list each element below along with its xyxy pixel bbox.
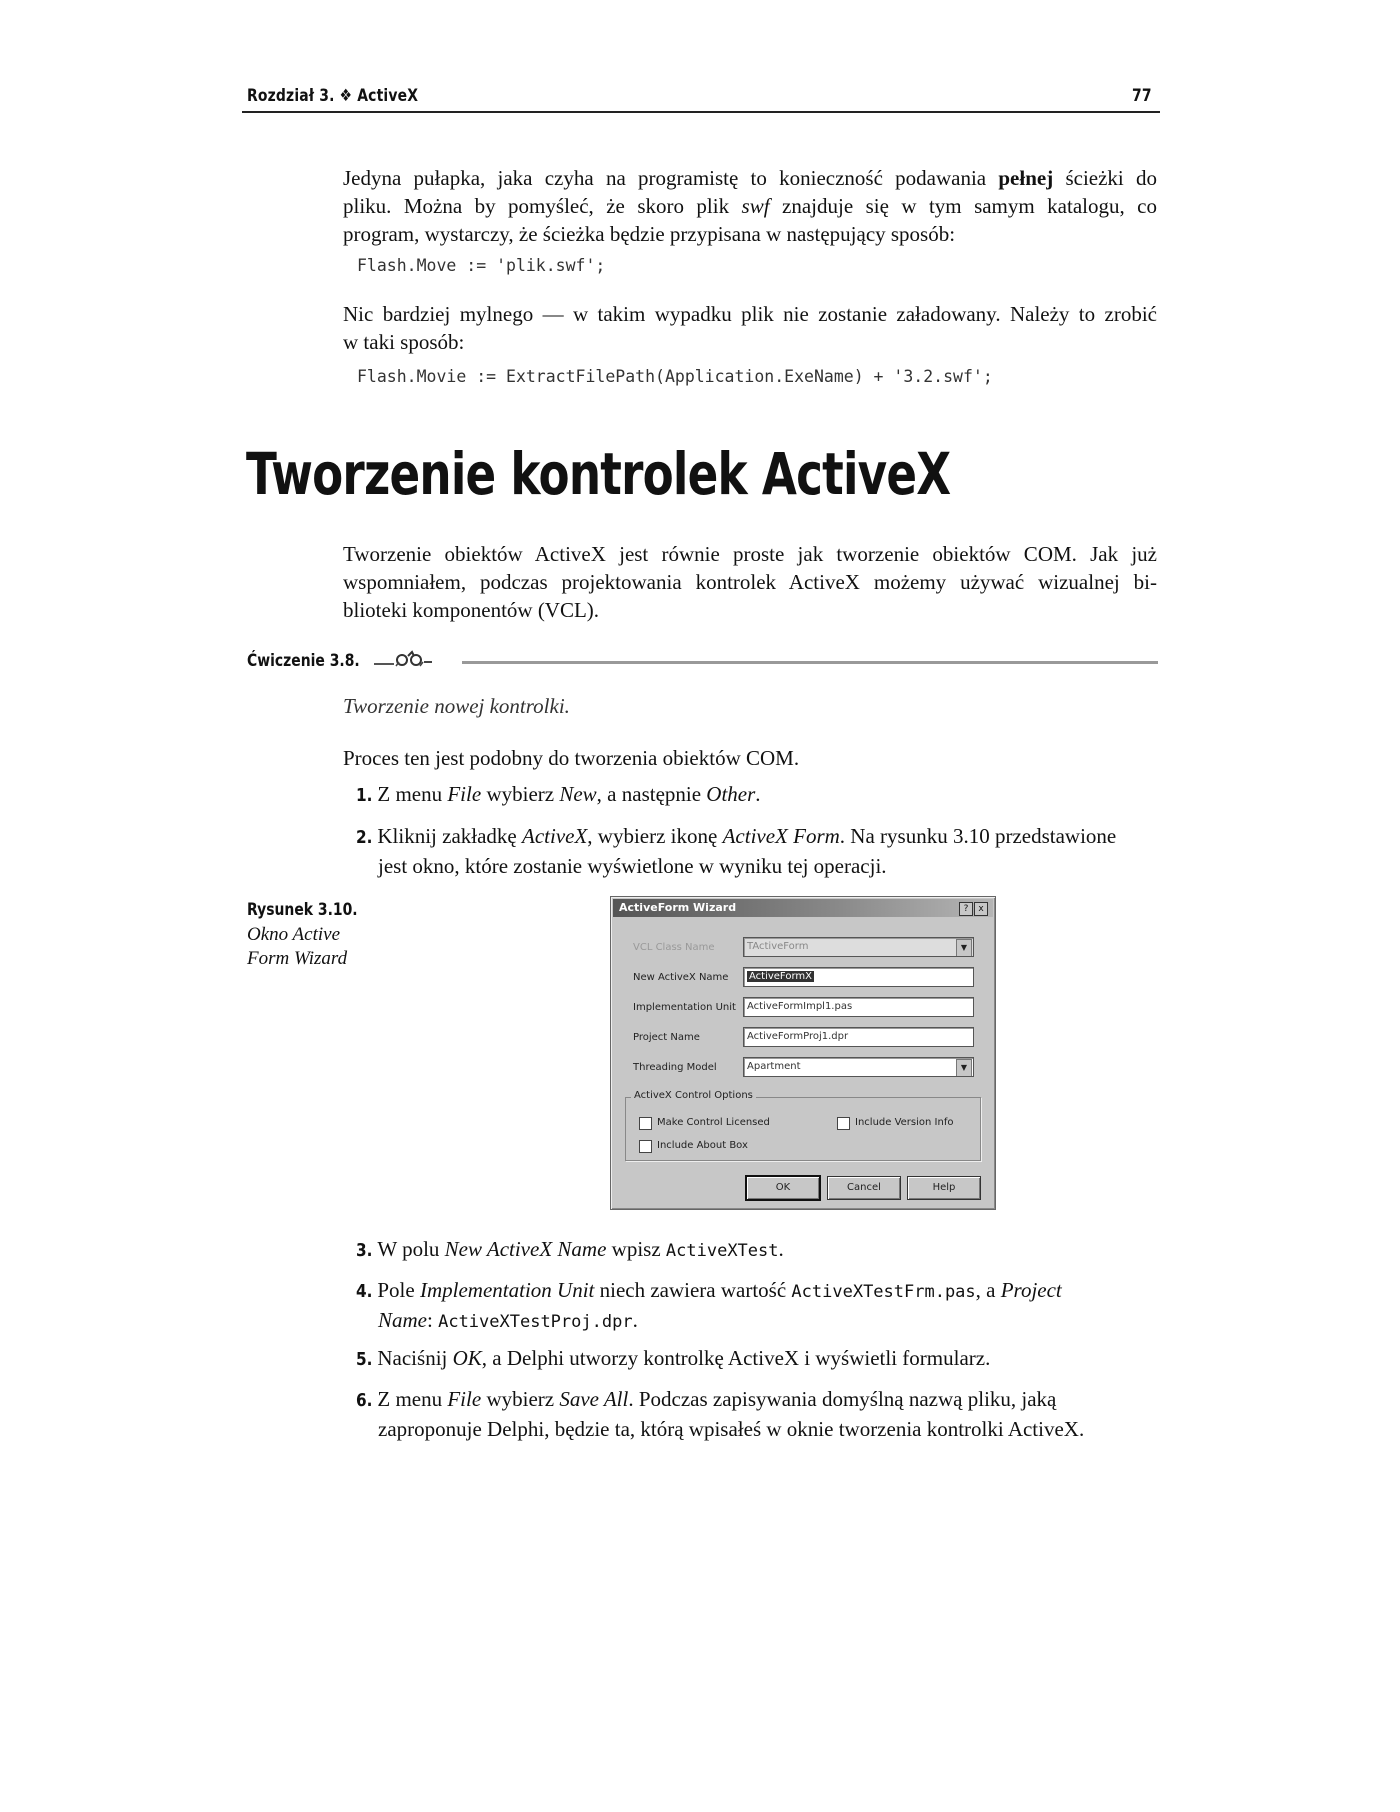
step-3: 3. W polu New ActiveX Name wpisz ActiveXTest.: [356, 1237, 784, 1261]
exercise-rule: [462, 661, 1158, 664]
page-number: 77: [1132, 86, 1152, 106]
figure-caption: Okno Active Form Wizard: [247, 924, 348, 969]
activex-options-group: [625, 1097, 981, 1161]
intro-paragraph-1: Jedyna pułapka, jaka czyha na programistę to konieczność podawania pełnej ścieżki do pliku. Można by pomyśleć, że skoro plik swf znajduje się w tym samym katalogu, co program, wystarczy, że ścieżka będzie przypisana w następujący sposób:: [343, 166, 1157, 246]
new-activex-name-input[interactable]: ActiveFormX: [743, 967, 974, 987]
activeform-wizard-dialog: [610, 896, 996, 1210]
section-paragraph: Tworzenie obiektów ActiveX jest równie proste jak tworzenie obiektów COM. Jak już wspomniałem, podczas projektowania kontrolek ActiveX możemy używać wizualnej bi- blioteki komponentów (VCL).: [343, 542, 1157, 622]
dialog-close-button[interactable]: x: [974, 902, 988, 916]
implementation-unit-label: Implementation Unit: [633, 1002, 736, 1013]
exercise-title: Tworzenie nowej kontrolki.: [343, 694, 570, 718]
section-heading: Tworzenie kontrolek ActiveX: [246, 440, 951, 508]
threading-model-select[interactable]: Apartment ▼: [743, 1057, 974, 1077]
step-1: 1. Z menu File wybierz New, a następnie Other.: [356, 782, 761, 806]
include-version-info-checkbox[interactable]: [837, 1117, 850, 1130]
chevron-down-icon[interactable]: ▼: [956, 1059, 972, 1077]
step-2: 2. Kliknij zakładkę ActiveX, wybierz ikonę ActiveX Form. Na rysunku 3.10 przedstawione jest okno, które zostanie wyświetlone w wyniku tej operacji.: [356, 824, 1117, 878]
running-header-chapter: Rozdział 3. ❖ ActiveX: [247, 86, 419, 106]
cancel-button[interactable]: Cancel: [827, 1176, 901, 1200]
exercise-label: Ćwiczenie 3.8.: [247, 651, 360, 671]
make-control-licensed-checkbox[interactable]: [639, 1117, 652, 1130]
project-name-input[interactable]: ActiveFormProj1.dpr: [743, 1027, 974, 1047]
vcl-class-select[interactable]: TActiveForm ▼: [743, 937, 974, 957]
include-about-box-label: Include About Box: [657, 1140, 748, 1151]
ok-button[interactable]: OK: [745, 1175, 821, 1201]
chevron-down-icon[interactable]: ▼: [956, 939, 972, 957]
vcl-class-label: VCL Class Name: [633, 942, 715, 953]
activex-options-title: ActiveX Control Options: [631, 1090, 756, 1101]
include-about-box-checkbox[interactable]: [639, 1140, 652, 1153]
implementation-unit-input[interactable]: ActiveFormImpl1.pas: [743, 997, 974, 1017]
dialog-titlebar: ActiveForm Wizard: [613, 899, 993, 917]
include-version-info-label: Include Version Info: [855, 1117, 954, 1128]
header-rule: [242, 111, 1160, 113]
code-sample-2: Flash.Movie := ExtractFilePath(Application.ExeName) + '3.2.swf';: [357, 367, 993, 386]
dialog-help-titlebar-button[interactable]: ?: [959, 902, 973, 916]
code-sample-1: Flash.Move := 'plik.swf';: [357, 256, 606, 275]
new-activex-name-label: New ActiveX Name: [633, 972, 729, 983]
project-name-label: Project Name: [633, 1032, 700, 1043]
exercise-intro: Proces ten jest podobny do tworzenia obiektów COM.: [343, 746, 800, 770]
step-6: 6. Z menu File wybierz Save All. Podczas zapisywania domyślną nazwą pliku, jaką zaproponuje Delphi, będzie ta, którą wpisałeś w oknie tworzenia kontrolki ActiveX.: [356, 1387, 1085, 1441]
step-4: 4. Pole Implementation Unit niech zawiera wartość ActiveXTestFrm.pas, a Project Name: ActiveXTestProj.dpr.: [356, 1278, 1062, 1332]
help-button[interactable]: Help: [907, 1176, 981, 1200]
make-control-licensed-label: Make Control Licensed: [657, 1117, 770, 1128]
figure-label: Rysunek 3.10.: [247, 900, 358, 920]
step-5: 5. Naciśnij OK, a Delphi utworzy kontrolkę ActiveX i wyświetli formularz.: [356, 1346, 991, 1370]
exercise-ornament-icon: [372, 648, 462, 670]
threading-model-label: Threading Model: [633, 1062, 717, 1073]
intro-paragraph-2: Nic bardziej mylnego — w takim wypadku plik nie zostanie załadowany. Należy to zrobić w taki sposób:: [343, 302, 1157, 354]
